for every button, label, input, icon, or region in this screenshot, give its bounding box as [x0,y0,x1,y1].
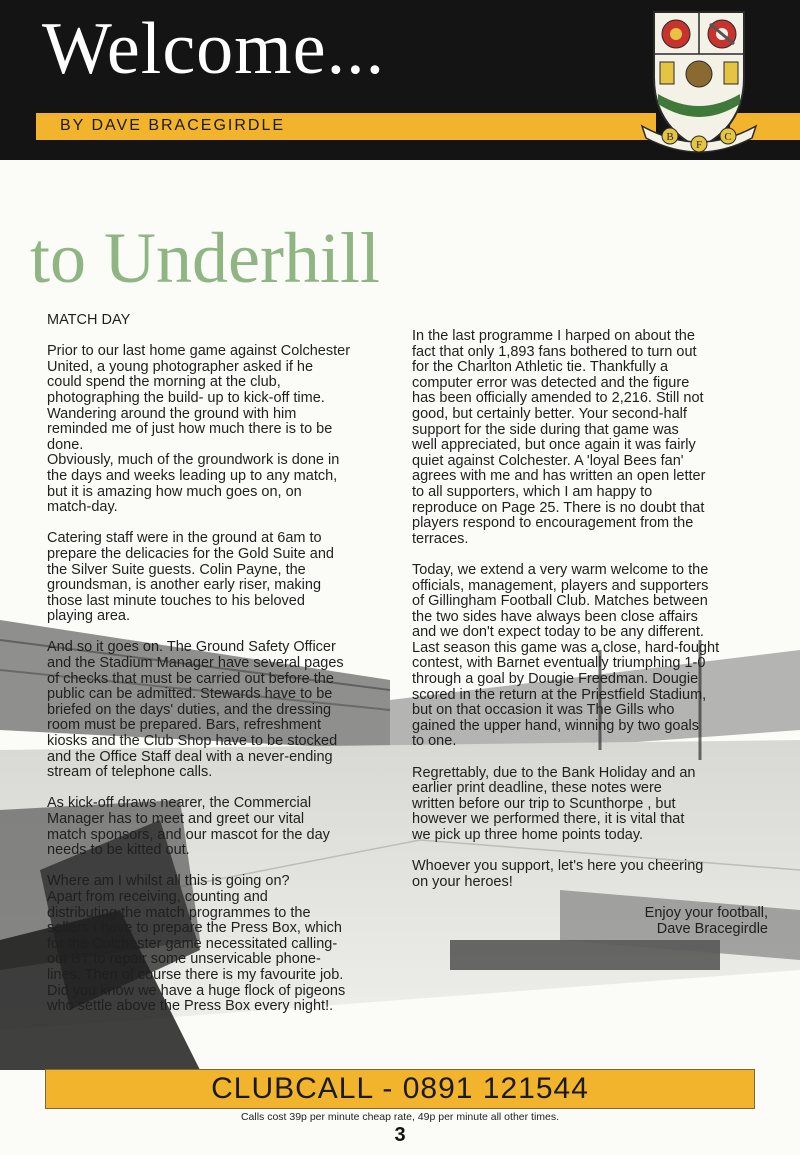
article-column-right [412,329,768,953]
paragraph: And so it goes on. The Ground Safety Officer and the Stadium Manager have several pages of checks that must be carried out before the public can be admitted. Stewards have to be briefed on the days' duties, and the dressing room must be prepared. Bars, refreshment kiosks and the Club Shop have to be stocked and the Office Staff deal with a never-ending stream of telephone calls. [47,639,344,781]
crest-letter-b: B [666,131,674,143]
paragraph: Today, we extend a very warm welcome to the officials, management, players and supporters of Gillingham Football Club. Matches between the two sides have always been close affairs and we don't expect today to be any different. Last season this game was a close, hard-fought contest, with Barnet eventually triumphing 1-0 through a goal by Dougie Freedman. Dougie scored in the return at the Priestfield Stadium, but on that occasion it was The Gills who gained the upper hand, winning by two goals to one. [412,561,720,750]
club-crest-icon [640,8,758,158]
paragraph: Where am I whilst all this is going on? Apart from receiving, counting and distributing the match programmes to the sellers I have to prepare the Press Box, which for the Colchester game necessitated calling- out BT to repair some unservicable phone- lines. Then of course there is my favourite job. Did you know we have a huge flock of pigeons who settle above the Press Box every night!. [47,873,346,1015]
paragraph: Catering staff were in the ground at 6am to prepare the delicacies for the Gold Suite and the Silver Suite guests. Colin Payne, the groundsman, is another early riser, making those last minute touches to his beloved playing area. [47,530,334,625]
crest-letter-c: C [724,131,732,143]
page-number: 3 [394,1124,406,1146]
signoff: Enjoy your football, Dave Bracegirdle [644,904,768,937]
paragraph: MATCH DAY [47,312,131,328]
crest-letter-f: F [695,139,703,151]
paragraph: As kick-off draws nearer, the Commercial Manager has to meet and greet our vital match sponsors, and our mascot for the day needs to be kitted out. [47,795,330,859]
page-title: Welcome... [42,8,386,90]
paragraph: Whoever you support, let's here you cheering on your heroes! [412,858,704,890]
paragraph: Regrettably, due to the Bank Holiday and an earlier print deadline, these notes were written before our trip to Scunthorpe , but however we performed there, it is vital that we pick up three home points today. [412,764,696,843]
byline: BY DAVE BRACEGIRDLE [60,117,286,134]
paragraph: Prior to our last home game against Colchester United, a young photographer asked if he could spend the morning at the club, photographing the build- up to kick-off time. Wandering around the ground with him reminded me of just how much there is to be done. Obviously, much of the groundwork is done in the days and weeks leading up to any match, but it is amazing how much goes on, on match-day. [47,343,351,516]
calls-cost-note: Calls cost 39p per minute cheap rate, 49p per minute all other times. [240,1111,560,1123]
paragraph: In the last programme I harped on about the fact that only 1,893 fans bothered to turn out for the Charlton Athletic tie. Thankfully a computer error was detected and the figure has been officially amended to 2,216. Still not good, but certainly better. Your second-half support for the side during that game was well appreciated, but once again it was fairly quiet against Colchester. A 'loyal Bees fan' agrees with me and has written an open letter to all supporters, which I am happy to reproduce on Page 25. There is no doubt that players respond to encouragement from the terraces. [412,328,706,547]
clubcall-number: CLUBCALL - 0891 121544 [211,1072,589,1105]
article-column-left [47,313,392,1030]
section-heading: to Underhill [30,218,380,298]
